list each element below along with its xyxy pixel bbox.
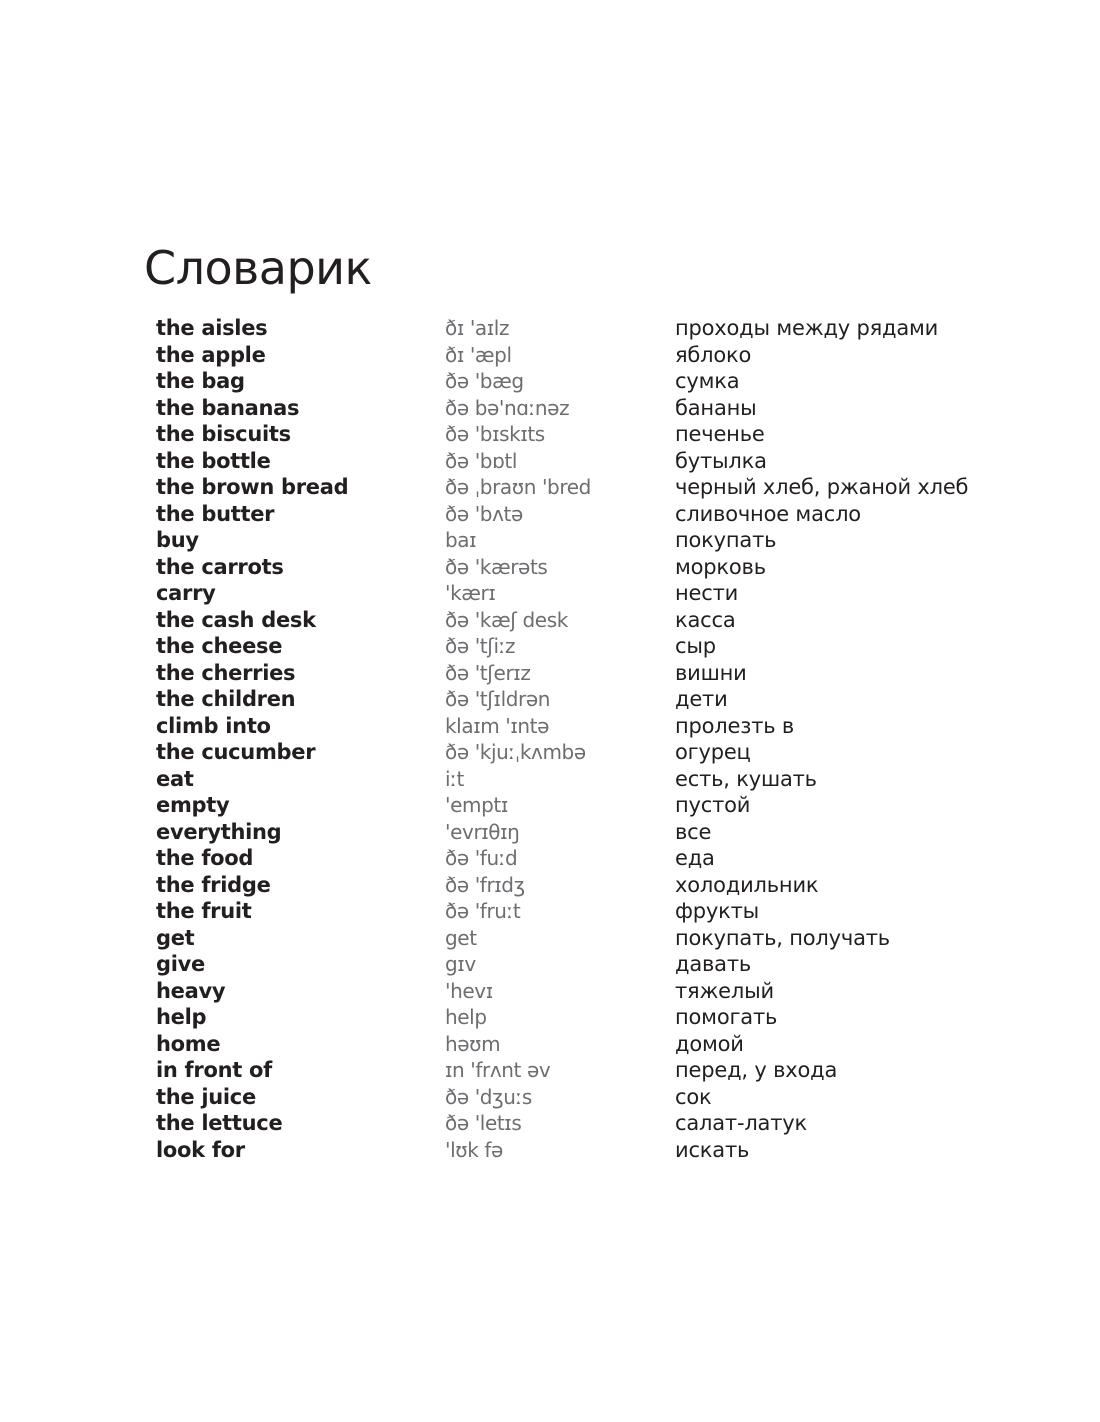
transcription: 'lʊk fə — [445, 1137, 503, 1162]
term: buy — [156, 528, 199, 552]
translation: еда — [675, 846, 715, 870]
transcription: ðɪ 'aɪlz — [445, 316, 510, 340]
transcription: ðə bə'nɑːnəz — [445, 395, 570, 420]
glossary-row — [156, 633, 1056, 660]
translation: сок — [675, 1084, 712, 1109]
glossary-row — [156, 607, 1056, 634]
translation: искать — [675, 1137, 750, 1162]
term: the children — [156, 687, 296, 711]
transcription: 'kærɪ — [445, 581, 496, 605]
term: look for — [156, 1137, 245, 1162]
translation: помогать — [675, 1005, 778, 1029]
transcription: ðə 'bɪskɪts — [445, 422, 545, 446]
glossary-row — [156, 368, 1056, 395]
transcription: ðə 'letɪs — [445, 1111, 522, 1135]
glossary-row — [156, 792, 1056, 819]
term: the fridge — [156, 872, 271, 897]
glossary-row — [156, 686, 1056, 713]
translation: есть, кушать — [675, 766, 817, 791]
glossary-row — [156, 421, 1056, 448]
term: the juice — [156, 1084, 256, 1109]
term: carry — [156, 581, 216, 605]
transcription: ðə 'dʒuːs — [445, 1084, 532, 1109]
transcription: ðə 'bʌtə — [445, 501, 523, 526]
transcription: ðə 'fuːd — [445, 846, 518, 870]
transcription: həʊm — [445, 1031, 501, 1056]
glossary-row — [156, 1084, 1056, 1111]
glossary-row — [156, 554, 1056, 581]
glossary-row — [156, 739, 1056, 766]
term: eat — [156, 766, 194, 791]
glossary-row — [156, 925, 1056, 952]
translation: сумка — [675, 369, 740, 393]
transcription: ðə 'frɪdʒ — [445, 872, 525, 897]
translation: сливочное масло — [675, 501, 861, 526]
term: home — [156, 1031, 221, 1056]
transcription: ðə 'tʃiːz — [445, 634, 516, 658]
glossary-row — [156, 501, 1056, 528]
term: help — [156, 1005, 207, 1029]
transcription: ðə 'bæg — [445, 369, 524, 393]
translation: домой — [675, 1031, 744, 1056]
term: the fruit — [156, 899, 252, 923]
transcription: ðə ˌbraʊn 'bred — [445, 475, 591, 499]
translation: тяжелый — [675, 978, 774, 1003]
transcription: baɪ — [445, 528, 477, 552]
glossary-row — [156, 1057, 1056, 1084]
transcription: ðə 'tʃerɪz — [445, 660, 531, 685]
glossary-row — [156, 766, 1056, 793]
translation: все — [675, 819, 712, 844]
term: everything — [156, 819, 282, 844]
translation: бутылка — [675, 448, 767, 473]
translation: огурец — [675, 740, 751, 764]
term: the cherries — [156, 660, 296, 685]
transcription: ðə 'fruːt — [445, 899, 521, 923]
term: the bottle — [156, 448, 271, 473]
glossary-row — [156, 474, 1056, 501]
term: climb into — [156, 713, 271, 738]
glossary-row — [156, 978, 1056, 1005]
translation: яблоко — [675, 342, 752, 367]
translation: проходы между рядами — [675, 316, 939, 340]
term: the biscuits — [156, 422, 291, 446]
glossary-row — [156, 872, 1056, 899]
translation: вишни — [675, 660, 747, 685]
translation: холодильник — [675, 872, 819, 897]
term: in front of — [156, 1058, 272, 1082]
glossary-row — [156, 1110, 1056, 1137]
glossary-list — [156, 315, 1056, 1163]
transcription: 'evrɪθɪŋ — [445, 819, 520, 844]
transcription: ðə 'kærəts — [445, 554, 548, 579]
term: the carrots — [156, 554, 284, 579]
term: the food — [156, 846, 254, 870]
term: the apple — [156, 342, 266, 367]
term: empty — [156, 793, 230, 817]
translation: сыр — [675, 634, 716, 658]
translation: покупать, получать — [675, 925, 890, 950]
translation: пустой — [675, 793, 751, 817]
transcription: klaɪm 'ɪntə — [445, 713, 550, 738]
term: the aisles — [156, 316, 268, 340]
transcription: gɪv — [445, 952, 476, 976]
glossary-row — [156, 951, 1056, 978]
transcription: 'emptɪ — [445, 793, 508, 817]
term: the bag — [156, 369, 245, 393]
glossary-row — [156, 1004, 1056, 1031]
glossary-row — [156, 527, 1056, 554]
transcription: get — [445, 925, 477, 950]
glossary-row — [156, 713, 1056, 740]
glossary-row — [156, 660, 1056, 687]
translation: салат-латук — [675, 1111, 807, 1135]
translation: фрукты — [675, 899, 760, 923]
page-title: Словарик — [144, 241, 372, 295]
translation: бананы — [675, 395, 757, 420]
term: the cheese — [156, 634, 283, 658]
translation: перед, у входа — [675, 1058, 838, 1082]
glossary-row — [156, 1031, 1056, 1058]
translation: печенье — [675, 422, 765, 446]
transcription: 'hevɪ — [445, 978, 493, 1003]
glossary-row — [156, 580, 1056, 607]
transcription: ðə 'kjuːˌkʌmbə — [445, 740, 586, 764]
translation: касса — [675, 607, 736, 632]
translation: черный хлеб, ржаной хлеб — [675, 475, 969, 499]
term: the cucumber — [156, 740, 316, 764]
glossary-row — [156, 1137, 1056, 1164]
translation: покупать — [675, 528, 777, 552]
glossary-row — [156, 315, 1056, 342]
term: the cash desk — [156, 607, 316, 632]
translation: давать — [675, 952, 752, 976]
transcription: help — [445, 1005, 487, 1029]
translation: пролезть в — [675, 713, 795, 738]
transcription: ðɪ 'æpl — [445, 342, 512, 367]
transcription: ðə 'bɒtl — [445, 448, 517, 473]
transcription: ɪn 'frʌnt əv — [445, 1058, 551, 1082]
glossary-row — [156, 448, 1056, 475]
transcription: ðə 'kæʃ desk — [445, 607, 568, 632]
term: get — [156, 925, 195, 950]
translation: дети — [675, 687, 728, 711]
glossary-row — [156, 845, 1056, 872]
term: the butter — [156, 501, 275, 526]
term: the brown bread — [156, 475, 349, 499]
translation: нести — [675, 581, 739, 605]
translation: морковь — [675, 554, 766, 579]
glossary-row — [156, 898, 1056, 925]
transcription: iːt — [445, 766, 464, 791]
glossary-row — [156, 819, 1056, 846]
term: heavy — [156, 978, 226, 1003]
transcription: ðə 'tʃɪldrən — [445, 687, 551, 711]
glossary-row — [156, 395, 1056, 422]
term: give — [156, 952, 205, 976]
term: the bananas — [156, 395, 300, 420]
term: the lettuce — [156, 1111, 283, 1135]
glossary-row — [156, 342, 1056, 369]
